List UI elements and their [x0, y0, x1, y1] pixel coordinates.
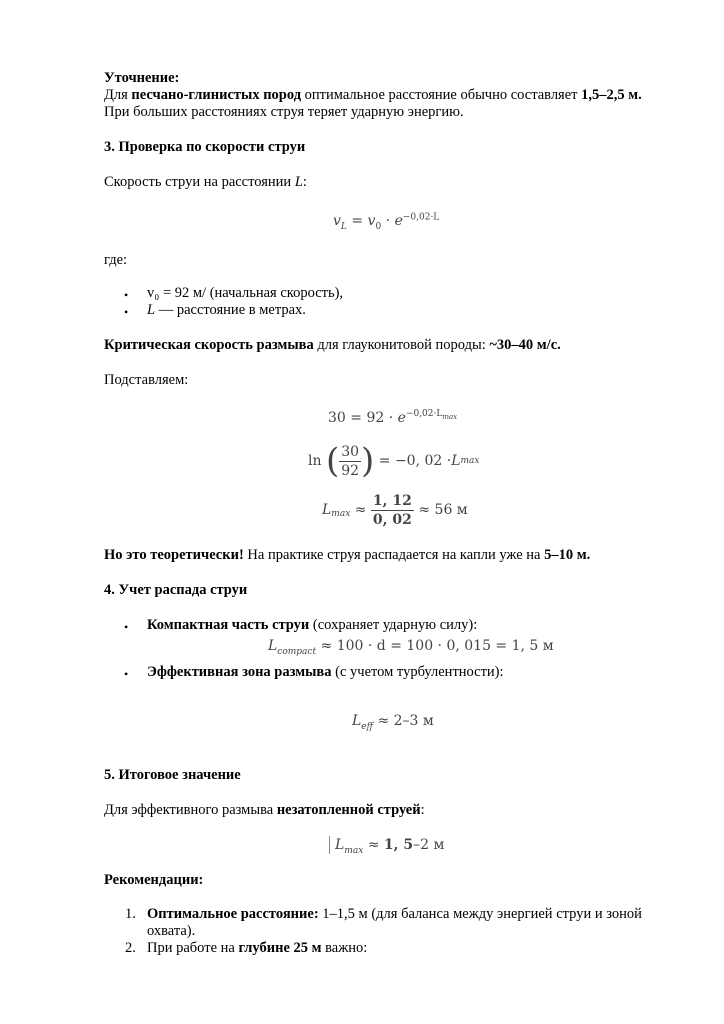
critical-velocity-line: Критическая скорость размыва для глауконитовой породы: ~30–40 м/с. [104, 337, 561, 353]
clarification-heading: Уточнение: [104, 70, 180, 86]
recommendation-item-1-cont: охвата). [147, 923, 196, 939]
list-number: 1. [125, 906, 136, 922]
bullet-marker: • [124, 288, 129, 302]
clarification-line-1: Для песчано-глинистых пород оптимальное расстояние обычно составляет 1,5–2,5 м. [104, 87, 642, 103]
equation-1: $30 = 92 \cdot e^{-0,02\cdot L_{max}}$ [328, 409, 458, 426]
equation-3: L $_{max}$ ≈ $\frac{1, 12}{0, 02}$ ≈ 56 м [322, 492, 468, 528]
section-3-heading: 3. Проверка по скорости струи [104, 139, 306, 155]
effective-zone-item: Эффективная зона размыва (с учетом турбулентности): [147, 664, 504, 680]
clarification-line-2: При больших расстояниях струя теряет ударную энергию. [104, 104, 464, 120]
section-5-heading: 5. Итоговое значение [104, 767, 241, 783]
bullet-marker: • [124, 620, 129, 634]
recommendations-heading: Рекомендации: [104, 872, 204, 888]
bullet-distance: L — расстояние в метрах. [147, 302, 306, 318]
compact-jet-item: Компактная часть струи (сохраняет ударную силу): [147, 617, 478, 633]
recommendation-item-1: Оптимальное расстояние: 1–1,5 м (для баланса между энергией струи и зоной [147, 906, 642, 922]
final-formula: $L_{max} \approx 1$, 5–2 м [329, 836, 444, 854]
recommendation-item-2: При работе на глубине 25 м важно: [147, 940, 368, 956]
where-label: где: [104, 252, 128, 268]
velocity-formula: $v_L = v_0 \cdot e^{-0,02\cdot L}$ [333, 212, 440, 232]
bullet-initial-velocity: v₀ = 92 м/ (начальная скорость), [147, 285, 344, 301]
list-number: 2. [125, 940, 136, 956]
compact-formula: $L_{compact} \approx 100 \cdot d = 100 \cdot 0$, 015 = 1, 5 м [268, 638, 554, 657]
substitute-label: Подставляем: [104, 372, 189, 388]
equation-2: ln ( $\frac{30}{92}$ ) = −0, 02 · L max [308, 441, 480, 481]
theory-note: Но это теоретически! На практике струя распадается на капли уже на 5–10 м. [104, 547, 591, 563]
effective-formula: $L_{eff} \approx 2-3$ м [352, 713, 434, 732]
velocity-intro: Скорость струи на расстоянии L: [104, 174, 307, 190]
bullet-marker: • [124, 667, 129, 681]
bullet-marker: • [124, 305, 129, 319]
section-4-heading: 4. Учет распада струи [104, 582, 248, 598]
final-value-text: Для эффективного размыва незатопленной струей: [104, 802, 425, 818]
